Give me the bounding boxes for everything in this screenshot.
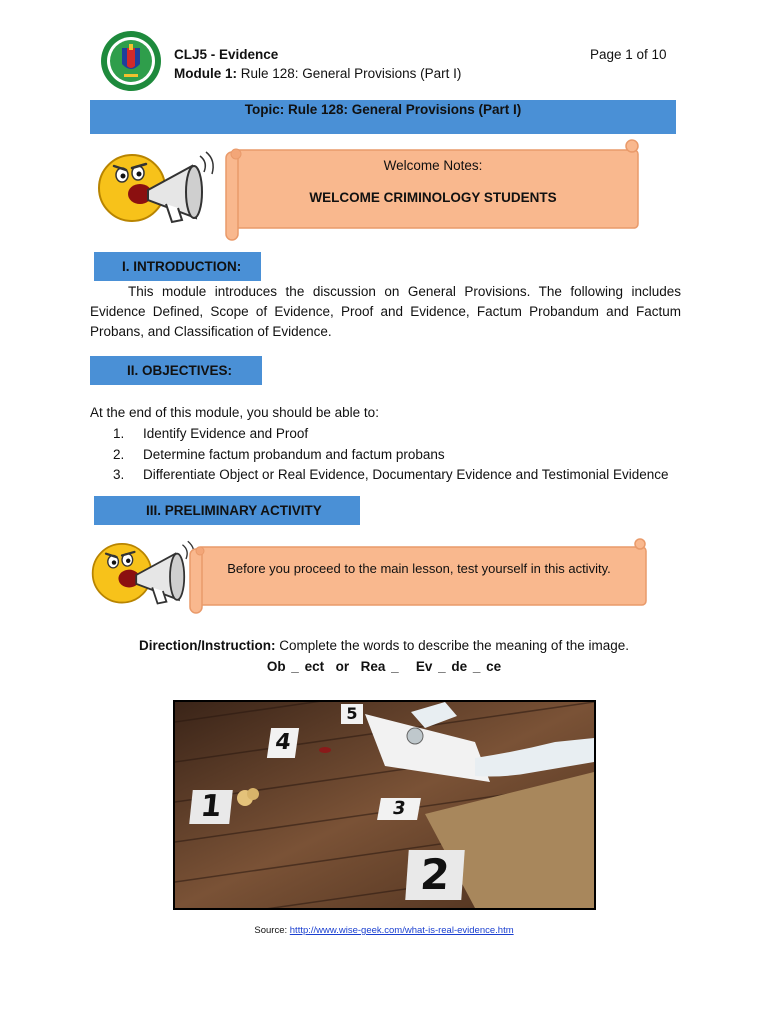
crime-scene-evidence-photo xyxy=(173,700,596,910)
objectives-list xyxy=(113,424,669,486)
source-label: Source: xyxy=(254,925,290,936)
welcome-heading: Welcome Notes: xyxy=(383,158,483,173)
preliminary-note: Before you proceed to the main lesson, test yourself in this activity. xyxy=(227,561,611,576)
shouting-emoji-megaphone-icon xyxy=(96,148,222,230)
module-label: Module 1: xyxy=(174,66,237,81)
objectives-lead: At the end of this module, you should be able to: xyxy=(90,405,379,420)
source-link[interactable]: htttp://www.wise-geek.com/what-is-real-evidence.htm xyxy=(289,925,514,936)
introduction-heading: I. INTRODUCTION: xyxy=(122,259,242,274)
evidence-marker: 1 xyxy=(189,790,233,824)
welcome-message: WELCOME CRIMINOLOGY STUDENTS xyxy=(309,190,557,205)
preliminary-heading-bar xyxy=(94,496,360,525)
module-title: Rule 128: General Provisions (Part I) xyxy=(240,66,462,81)
evidence-marker: 5 xyxy=(341,704,363,724)
direction-label: Direction/Instruction: xyxy=(139,638,276,653)
shouting-emoji-megaphone-icon xyxy=(90,534,202,616)
evidence-marker: 3 xyxy=(377,798,421,820)
list-item: 2. Determine factum probandum and factum probans xyxy=(113,446,445,462)
welcome-notes-scroll xyxy=(224,138,642,244)
page-number: Page 1 of 10 xyxy=(590,47,667,62)
direction-text: Complete the words to describe the meaning of the image. xyxy=(275,638,629,653)
word-puzzle: Ob _ ect or Rea _ Ev _ de _ ce xyxy=(266,659,502,674)
objectives-heading: II. OBJECTIVES: xyxy=(127,363,233,378)
image-source xyxy=(0,925,768,936)
topic-title: Topic: Rule 128: General Provisions (Part I) xyxy=(244,102,522,117)
topic-banner xyxy=(90,100,676,134)
objectives-heading-bar xyxy=(90,356,262,385)
evidence-marker: 2 xyxy=(405,850,464,900)
evidence-marker: 4 xyxy=(267,728,299,758)
list-item: 3. Differentiate Object or Real Evidence, Documentary Evidence and Testimonial Evidence xyxy=(113,467,669,482)
preliminary-heading: III. PRELIMINARY ACTIVITY xyxy=(146,503,322,518)
list-item: 1. Identify Evidence and Proof xyxy=(113,426,309,441)
school-seal-logo xyxy=(100,30,162,92)
preliminary-note-scroll xyxy=(188,537,650,617)
direction-line xyxy=(0,638,768,653)
course-title: CLJ5 - Evidence xyxy=(174,47,279,62)
module-line xyxy=(174,66,461,81)
introduction-paragraph: This module introduces the discussion on General Provisions. The following includes Evidence Defined, Scope of Evidence, Proof and Evidence, Factum Probandum and Factum Probans, and Classification of Evidence. xyxy=(90,284,681,339)
introduction-heading-bar xyxy=(94,252,261,281)
